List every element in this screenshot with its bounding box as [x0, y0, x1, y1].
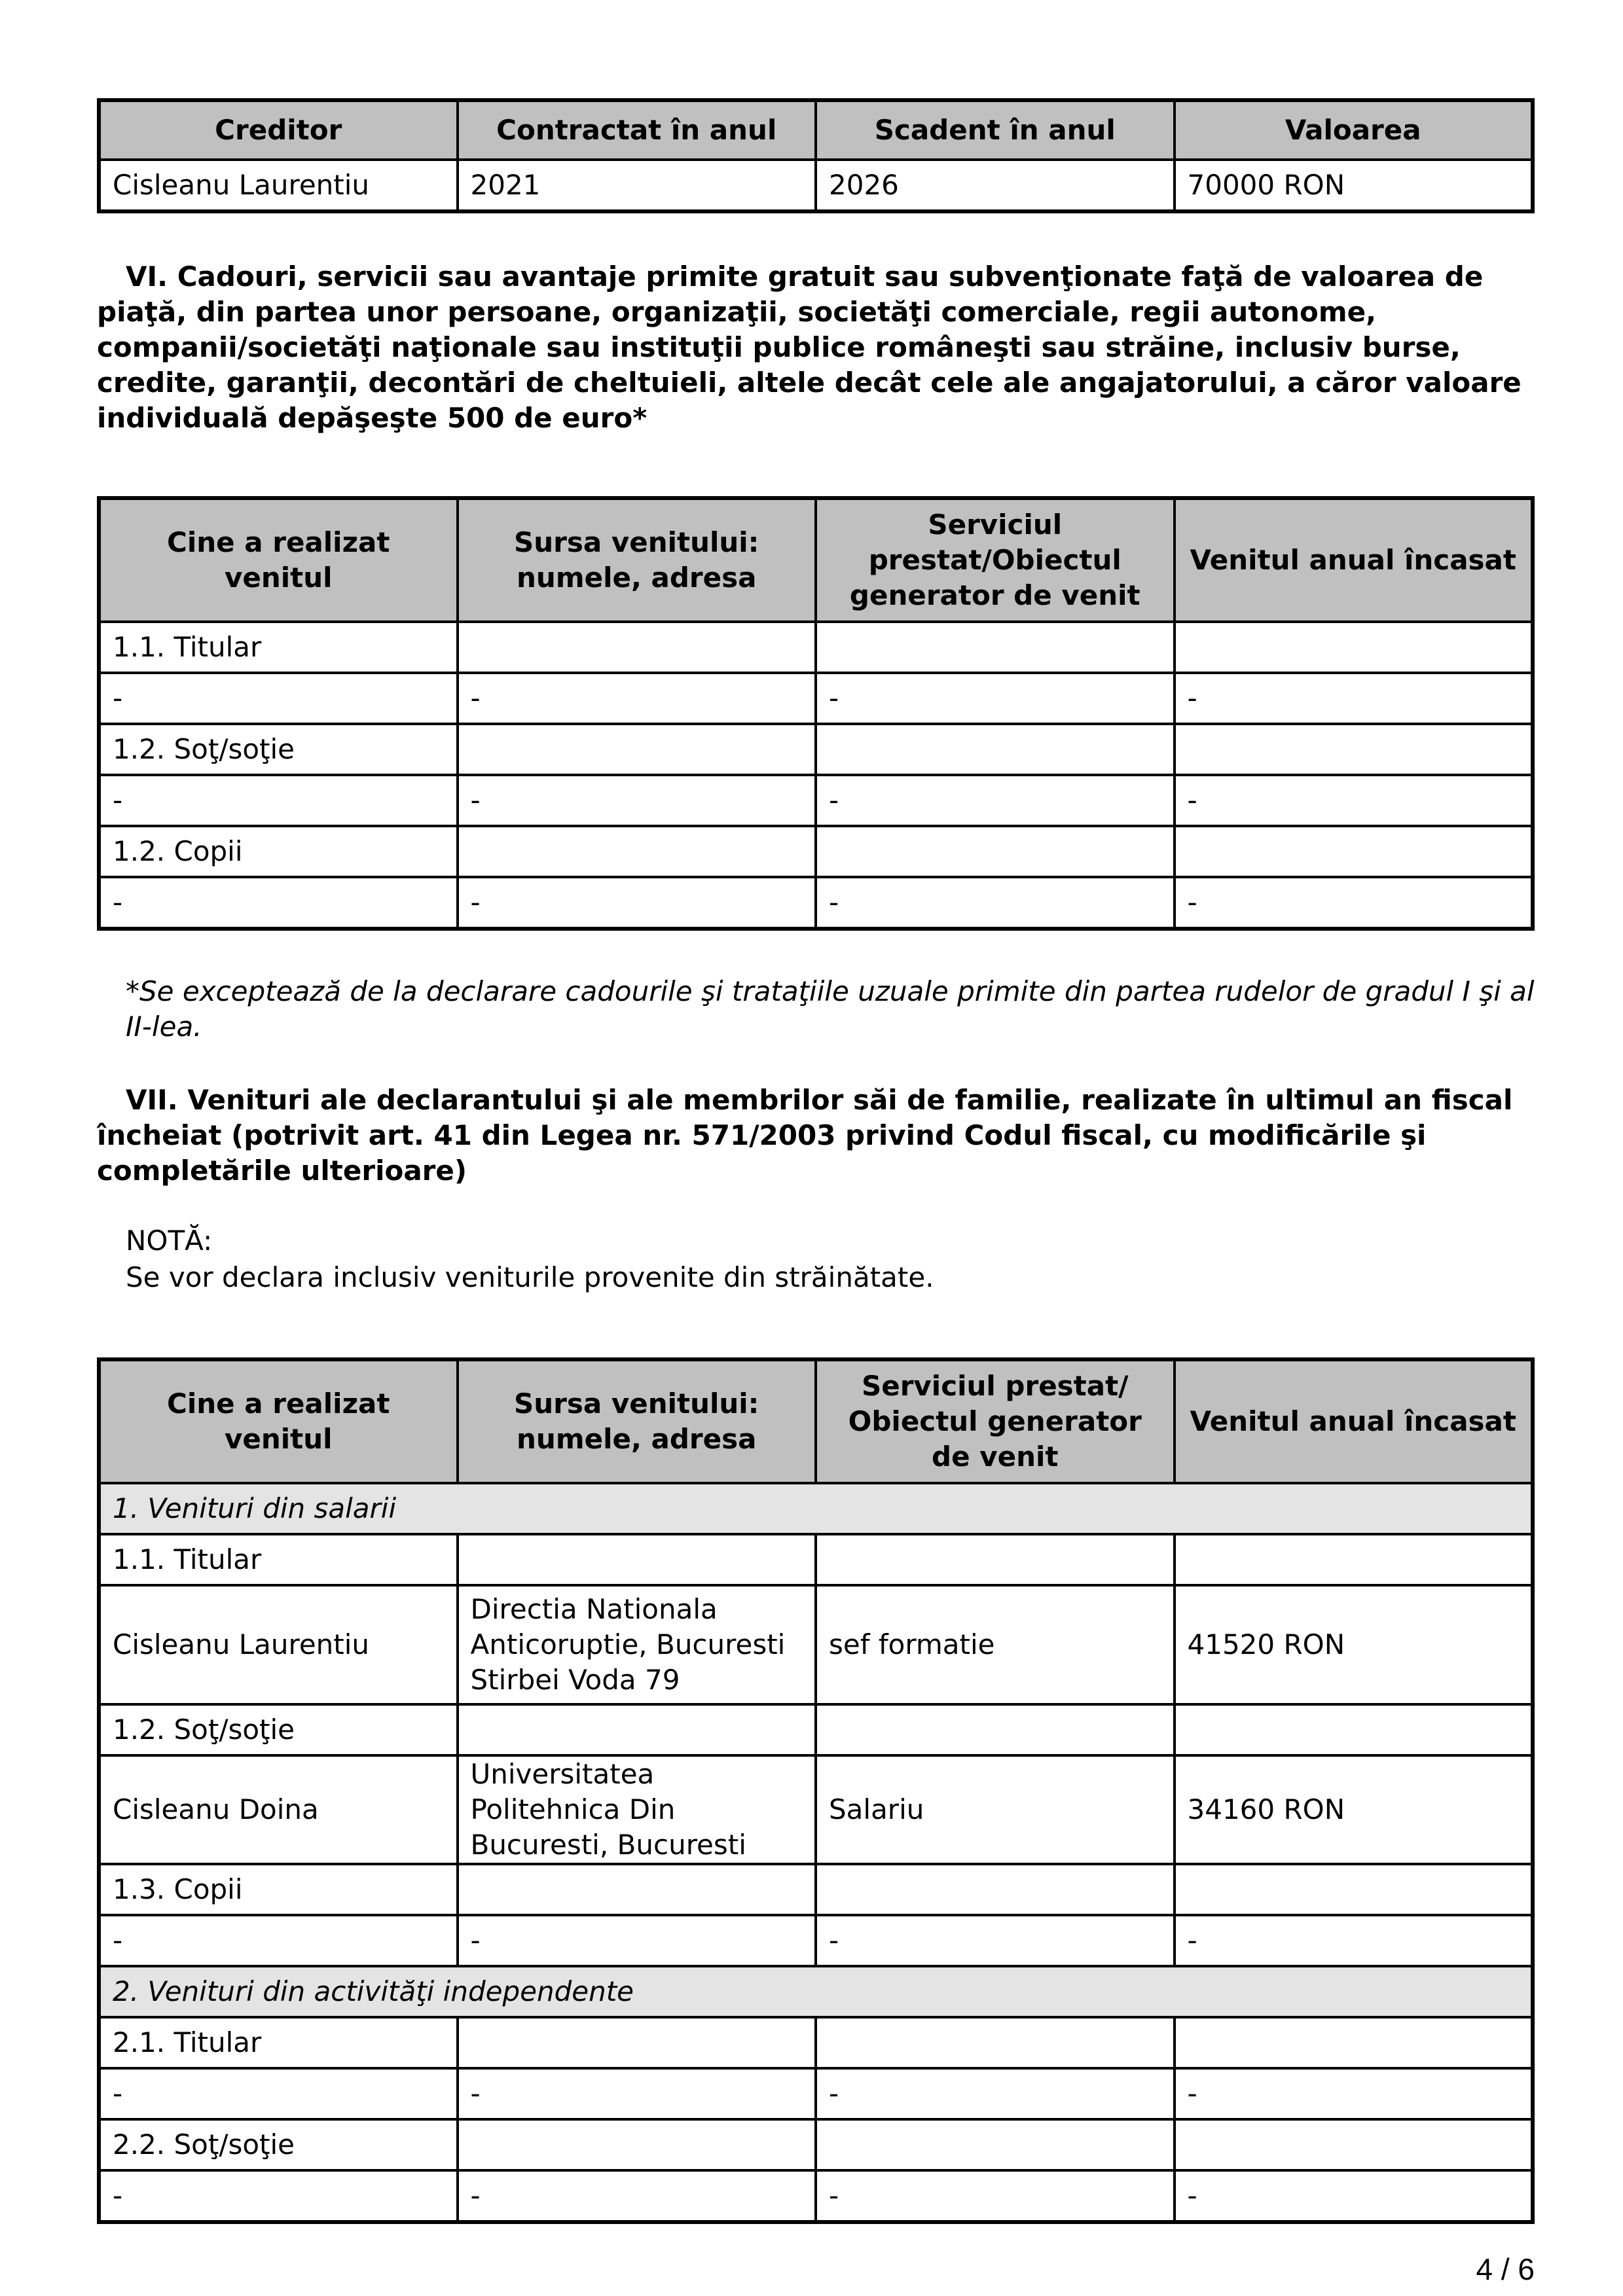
table-row [99, 877, 1533, 929]
table-row [99, 160, 1533, 211]
table-row [99, 1915, 1533, 1966]
table-header-row [99, 100, 1533, 160]
table-cell [816, 826, 1175, 877]
table-cell [816, 1534, 1175, 1585]
table-cell: Universitatea Politehnica Din Bucuresti, Bucuresti [458, 1755, 816, 1864]
table-row [99, 2119, 1533, 2170]
header-cell: Creditor [99, 100, 458, 160]
table-cell: - [816, 877, 1175, 929]
table-cell: 2.2. Soţ/soţie [99, 2119, 458, 2170]
table-cell [1175, 622, 1533, 673]
table-cell: Directia Nationala Anticoruptie, Bucuresti Stirbei Voda 79 [458, 1585, 816, 1704]
table-cell: - [816, 673, 1175, 724]
table-cell [816, 1864, 1175, 1915]
table-cell: - [458, 2068, 816, 2119]
table-cell: 1.1. Titular [99, 622, 458, 673]
table-header-row [99, 1359, 1533, 1483]
table-cell [1175, 2119, 1533, 2170]
header-cell: Venitul anual încasat [1175, 1359, 1533, 1483]
table-row [99, 724, 1533, 775]
debts-table [97, 98, 1535, 213]
table-cell: - [458, 775, 816, 826]
document-page [97, 98, 1535, 2224]
table-cell: - [458, 877, 816, 929]
header-cell: Venitul anual încasat [1175, 498, 1533, 622]
table-row [99, 673, 1533, 724]
table-row [99, 1704, 1533, 1755]
table-cell: - [1175, 775, 1533, 826]
table-cell [1175, 2017, 1533, 2068]
table-cell: - [99, 673, 458, 724]
table-cell: 2021 [458, 160, 816, 211]
table-cell [458, 1534, 816, 1585]
table-cell: - [99, 2068, 458, 2119]
table-row [99, 1755, 1533, 1864]
table-cell: - [458, 673, 816, 724]
table-cell [816, 2017, 1175, 2068]
table-cell: 2.1. Titular [99, 2017, 458, 2068]
table-cell: 70000 RON [1175, 160, 1533, 211]
table-cell: - [1175, 2170, 1533, 2222]
table-cell: 1.2. Soţ/soţie [99, 1704, 458, 1755]
section-row [99, 1483, 1533, 1534]
table-cell: Cisleanu Laurentiu [99, 1585, 458, 1704]
table-cell: - [99, 877, 458, 929]
table-header-row [99, 498, 1533, 622]
section-row [99, 1966, 1533, 2017]
table-row [99, 2068, 1533, 2119]
table-cell: 1.2. Soţ/soţie [99, 724, 458, 775]
table-cell [1175, 1704, 1533, 1755]
note-label: NOTĂ: [126, 1225, 213, 1257]
table-cell [816, 622, 1175, 673]
table-cell: - [1175, 2068, 1533, 2119]
table-cell: - [99, 2170, 458, 2222]
table-cell: 2026 [816, 160, 1175, 211]
table-cell: - [816, 1915, 1175, 1966]
table-row [99, 2017, 1533, 2068]
table-cell: - [816, 2068, 1175, 2119]
table-cell: 34160 RON [1175, 1755, 1533, 1864]
header-cell: Contractat în anul [458, 100, 816, 160]
section-label: 1. Venituri din salarii [99, 1483, 1533, 1534]
table-cell [1175, 724, 1533, 775]
gifts-footnote: *Se exceptează de la declarare cadourile şi trataţiile uzuale primite din partea rudelor de gradul I şi al II-lea. [126, 975, 1535, 1043]
table-row [99, 826, 1533, 877]
gifts-table [97, 496, 1535, 931]
table-cell [458, 724, 816, 775]
header-cell: Valoarea [1175, 100, 1533, 160]
table-cell [1175, 1864, 1533, 1915]
header-cell: Serviciul prestat/Obiectul generator de venit [816, 498, 1175, 622]
table-cell: Salariu [816, 1755, 1175, 1864]
table-cell: - [816, 775, 1175, 826]
table-cell: Cisleanu Laurentiu [99, 160, 458, 211]
table-row [99, 1585, 1533, 1704]
table-row [99, 1534, 1533, 1585]
table-cell [1175, 826, 1533, 877]
table-cell [458, 826, 816, 877]
table-cell: 1.1. Titular [99, 1534, 458, 1585]
header-cell: Sursa venitului: numele, adresa [458, 1359, 816, 1483]
income-table [97, 1357, 1535, 2224]
section-label: 2. Venituri din activităţi independente [99, 1966, 1533, 2017]
table-cell [816, 1704, 1175, 1755]
section-vii-title: VII. Venituri ale declarantului şi ale membrilor săi de familie, realizate în ultimul an fiscal încheiat (potrivit art. 41 din Legea nr. 571/2003 privind Codul fiscal, cu modificările şi completările ulterioare) [97, 1084, 1513, 1187]
header-cell: Serviciul prestat/ Obiectul generator de venit [816, 1359, 1175, 1483]
table-cell [816, 724, 1175, 775]
table-cell [458, 1864, 816, 1915]
table-cell: - [99, 775, 458, 826]
table-row [99, 622, 1533, 673]
table-row [99, 1864, 1533, 1915]
table-cell: - [1175, 1915, 1533, 1966]
table-cell: - [458, 1915, 816, 1966]
header-cell: Cine a realizat venitul [99, 1359, 458, 1483]
table-cell: - [816, 2170, 1175, 2222]
table-cell [458, 1704, 816, 1755]
table-cell: 41520 RON [1175, 1585, 1533, 1704]
table-row [99, 775, 1533, 826]
table-cell: 1.2. Copii [99, 826, 458, 877]
table-cell [1175, 1534, 1533, 1585]
page-number: 4 / 6 [1476, 2252, 1535, 2286]
table-cell: - [99, 1915, 458, 1966]
table-cell: Cisleanu Doina [99, 1755, 458, 1864]
section-vi-title: VI. Cadouri, servicii sau avantaje primite gratuit sau subvenţionate faţă de valoarea de piaţă, din partea unor persoane, organizaţii, societăţi comerciale, regii autonome, companii/societăţi naţionale sau instituţii publice româneşti sau străine, inclusiv burse, credite, garanţii, decontări de cheltuieli, altele decât cele ale angajatorului, a căror valoare individuală depăşeşte 500 de euro* [97, 260, 1522, 434]
header-cell: Cine a realizat venitul [99, 498, 458, 622]
table-cell: sef formatie [816, 1585, 1175, 1704]
table-cell [458, 2119, 816, 2170]
header-cell: Sursa venitului: numele, adresa [458, 498, 816, 622]
table-cell [816, 2119, 1175, 2170]
note-text: Se vor declara inclusiv veniturile provenite din străinătate. [126, 1261, 934, 1293]
table-cell: 1.3. Copii [99, 1864, 458, 1915]
table-cell [458, 622, 816, 673]
table-cell: - [1175, 877, 1533, 929]
table-cell [458, 2017, 816, 2068]
table-cell: - [1175, 673, 1533, 724]
table-cell: - [458, 2170, 816, 2222]
header-cell: Scadent în anul [816, 100, 1175, 160]
table-row [99, 2170, 1533, 2222]
